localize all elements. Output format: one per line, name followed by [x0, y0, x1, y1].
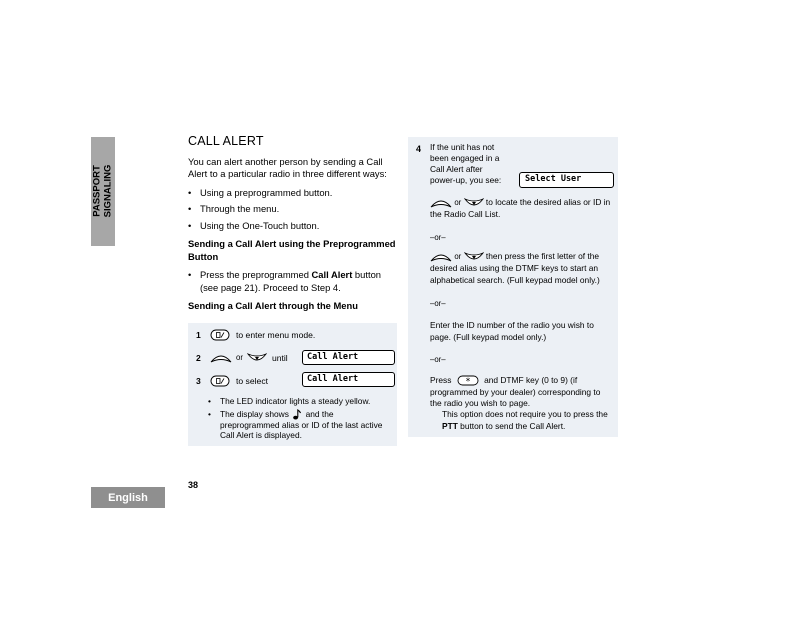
bold-segment: Call Alert: [311, 269, 353, 280]
music-note-icon: [293, 409, 301, 420]
subheading-preprogrammed: Sending a Call Alert using the Preprogrammed Button: [188, 238, 396, 262]
scroll-up-key-icon: [430, 251, 452, 263]
display-select-user: Select User: [519, 172, 614, 188]
or-separator: –or–: [430, 355, 446, 364]
step-number: 4: [416, 144, 422, 154]
scroll-up-key-icon: [430, 197, 452, 209]
option-text: to locate the desired alias or ID in the Radio Call List.: [430, 197, 611, 219]
list-item: • Using a preprogrammed button.: [188, 187, 400, 200]
display-call-alert: Call Alert: [302, 350, 395, 365]
text-segment: Press the preprogrammed: [200, 269, 312, 280]
text-segment: and the preprogrammed alias or ID of the last active Call Alert is displayed.: [220, 409, 383, 441]
option-alpha-search: [430, 251, 614, 286]
scroll-down-key-icon: [464, 251, 484, 263]
option-star-key: [430, 375, 614, 410]
text-segment: button (see page 21). Proceed to Step 4.: [200, 269, 381, 293]
display-call-alert: Call Alert: [302, 372, 395, 387]
step-number: 3: [196, 375, 201, 386]
step-number: 2: [196, 352, 201, 363]
menu-key-icon: [210, 375, 230, 387]
intro-paragraph: You can alert another person by sending a Call Alert to a particular radio in three different ways:: [188, 155, 387, 179]
subheading-menu: Sending a Call Alert through the Menu: [188, 300, 358, 311]
side-tab-line1: PASSPORT: [91, 165, 103, 217]
or-text: or: [454, 198, 462, 208]
option-text: then press the first letter of the desired alias using the DTMF keys to start an alphabetical search. (Full keypad model only.): [430, 251, 600, 285]
text-segment: button to send the Call Alert.: [457, 420, 566, 431]
text-segment: Press: [430, 375, 452, 385]
step-text: until: [271, 352, 288, 363]
text-segment: This option does not require you to press the: [442, 409, 608, 419]
step-4-intro: If the unit has not been engaged in a Call Alert after power-up, you see:: [430, 142, 502, 185]
scroll-down-key-icon: [464, 197, 484, 209]
list-item: [208, 409, 390, 440]
scroll-down-key-icon: [247, 352, 267, 364]
step-text: to enter menu mode.: [236, 329, 316, 340]
steps-box: [188, 323, 397, 446]
option-enter-id: Enter the ID number of the radio you wish to page. (Full keypad model only.): [430, 320, 594, 342]
or-separator: –or–: [430, 299, 446, 308]
or-text: or: [454, 252, 462, 262]
side-section-tab: [91, 137, 115, 246]
list-item: [188, 269, 400, 294]
scroll-up-key-icon: [210, 352, 232, 364]
option-scroll: [430, 197, 614, 221]
text-segment: and DTMF key (0 to 9) (if programmed by your dealer) corresponding to the radio you wish to page.: [430, 375, 601, 408]
section-title: CALL ALERT: [188, 134, 264, 148]
star-key-icon: [457, 375, 479, 386]
step-1: [196, 329, 315, 341]
side-tab-label: [93, 165, 114, 218]
step-number: 1: [196, 329, 201, 340]
or-separator: –or–: [430, 233, 446, 242]
step-2: [196, 352, 288, 364]
side-tab-line2: SIGNALING: [102, 164, 113, 218]
preprogrammed-list: [188, 269, 400, 294]
language-tab: English: [91, 487, 165, 508]
list-item: • Through the menu.: [188, 203, 400, 216]
step-4-box: [408, 137, 618, 437]
page-number: 38: [188, 480, 199, 490]
svg-text:*: *: [465, 377, 470, 387]
list-item: • The LED indicator lights a steady yellow.: [208, 396, 390, 406]
left-column: [188, 135, 400, 319]
list-item: • Using the One-Touch button.: [188, 220, 400, 233]
text-segment: The display shows: [220, 409, 289, 419]
ptt-note: [442, 409, 614, 432]
step-3: [196, 375, 268, 387]
or-text: or: [236, 352, 243, 362]
menu-key-icon: [210, 329, 230, 341]
step-text: to select: [236, 375, 269, 386]
bold-segment: PTT: [442, 420, 458, 431]
step-3-notes: [208, 396, 390, 443]
ways-list: [188, 187, 400, 233]
